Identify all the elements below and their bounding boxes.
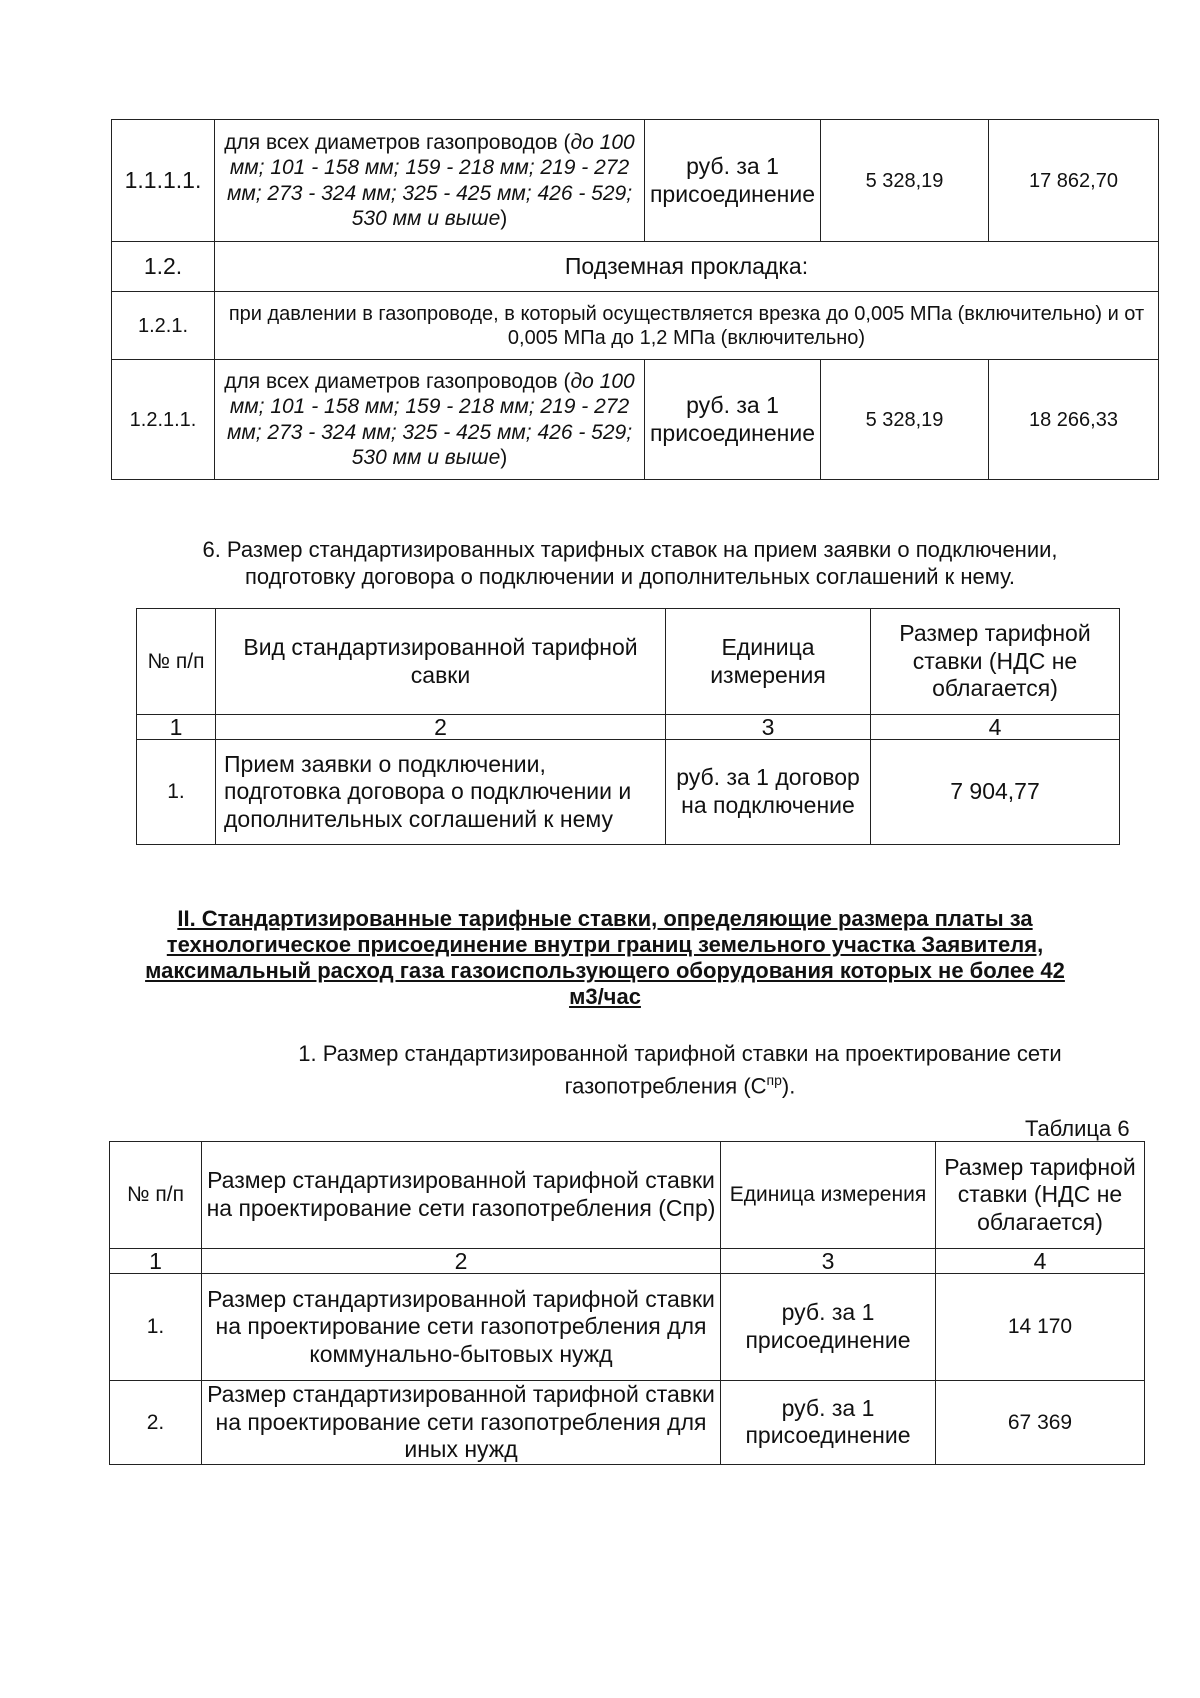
row-unit: руб. за 1 присоединение xyxy=(721,1274,936,1381)
row-value-1: 5 328,19 xyxy=(821,360,989,480)
column-number: 1 xyxy=(110,1249,202,1274)
row-value-1: 5 328,19 xyxy=(821,120,989,242)
tariff-table-application xyxy=(136,608,1120,845)
header-unit: Единица измерения xyxy=(666,609,871,715)
row-description: при давлении в газопроводе, в который осуществляется врезка до 0,005 МПа (включительно) и от 0,005 МПа до 1,2 МПа (включительно) xyxy=(215,292,1159,360)
table-row xyxy=(110,1381,1145,1465)
row-value: 67 369 xyxy=(936,1381,1145,1465)
header-description: Размер стандартизированной тарифной ставки на проектирование сети газопотребления (Спр) xyxy=(202,1142,721,1249)
table-row xyxy=(112,242,1159,292)
row-number: 1.2.1. xyxy=(112,292,215,360)
row-unit: руб. за 1 присоединение xyxy=(721,1381,936,1465)
row-description: для всех диаметров газопроводов (до 100 мм; 101 - 158 мм; 159 - 218 мм; 219 - 272 мм; 273 - 324 мм; 325 - 425 мм; 426 - 529; 530 мм и выше) xyxy=(215,360,645,480)
header-number: № п/п xyxy=(137,609,216,715)
row-number: 1. xyxy=(137,740,216,845)
row-unit: руб. за 1 присоединение xyxy=(645,120,821,242)
table-row xyxy=(112,120,1159,242)
row-unit: руб. за 1 договор на подключение xyxy=(666,740,871,845)
tariff-table-design xyxy=(109,1141,1145,1465)
table-row xyxy=(110,1274,1145,1381)
row-number: 2. xyxy=(110,1381,202,1465)
column-number-row xyxy=(110,1249,1145,1274)
row-unit: руб. за 1 присоединение xyxy=(645,360,821,480)
column-number: 4 xyxy=(936,1249,1145,1274)
section-2-heading: II. Стандартизированные тарифные ставки, определяющие размера платы за технологическое присоединение внутри границ земельного участка Заявителя, максимальный расход газа газоиспользующего оборудования которых не более 42 м3/час xyxy=(145,906,1065,1009)
section-6-title: 6. Размер стандартизированных тарифных ставок на прием заявки о подключении, подготовку договора о подключении и дополнительных соглашений к нему. xyxy=(202,537,1058,589)
row-number: 1.2. xyxy=(112,242,215,292)
column-number-row xyxy=(137,715,1120,740)
subsection-1-title: 1. Размер стандартизированной тарифной ставки на проектирование сети газопотребления $(С^{пр})$. xyxy=(298,1041,1062,1099)
table-caption: Таблица 6 xyxy=(1025,1116,1130,1141)
header-value: Размер тарифной ставки (НДС не облагается) xyxy=(936,1142,1145,1249)
row-value: 14 170 xyxy=(936,1274,1145,1381)
row-description: Размер стандартизированной тарифной ставки на проектирование сети газопотребления для иных нужд xyxy=(202,1381,721,1465)
table-row xyxy=(137,740,1120,845)
column-number: 4 xyxy=(871,715,1120,740)
row-value: 7 904,77 xyxy=(871,740,1120,845)
row-description: Размер стандартизированной тарифной ставки на проектирование сети газопотребления для коммунально-бытовых нужд xyxy=(202,1274,721,1381)
row-value-2: 18 266,33 xyxy=(989,360,1159,480)
tariff-table-top xyxy=(111,119,1159,480)
column-number: 3 xyxy=(666,715,871,740)
header-unit: Единица измерения xyxy=(721,1142,936,1249)
row-description: Прием заявки о подключении, подготовка договора о подключении и дополнительных соглашений к нему xyxy=(216,740,666,845)
header-number: № п/п xyxy=(110,1142,202,1249)
row-description: для всех диаметров газопроводов (до 100 мм; 101 - 158 мм; 159 - 218 мм; 219 - 272 мм; 273 - 324 мм; 325 - 425 мм; 426 - 529; 530 мм и выше) xyxy=(215,120,645,242)
column-number: 1 xyxy=(137,715,216,740)
header-description: Вид стандартизированной тарифной савки xyxy=(216,609,666,715)
row-number: 1.1.1.1. xyxy=(112,120,215,242)
row-number: 1.2.1.1. xyxy=(112,360,215,480)
table-row xyxy=(112,360,1159,480)
table-header-row xyxy=(110,1142,1145,1249)
row-value-2: 17 862,70 xyxy=(989,120,1159,242)
column-number: 2 xyxy=(202,1249,721,1274)
column-number: 3 xyxy=(721,1249,936,1274)
table-row xyxy=(112,292,1159,360)
table-header-row xyxy=(137,609,1120,715)
header-value: Размер тарифной ставки (НДС не облагается) xyxy=(871,609,1120,715)
row-number: 1. xyxy=(110,1274,202,1381)
column-number: 2 xyxy=(216,715,666,740)
section-label: Подземная прокладка: xyxy=(215,242,1159,292)
superscript: пр xyxy=(766,1072,782,1088)
